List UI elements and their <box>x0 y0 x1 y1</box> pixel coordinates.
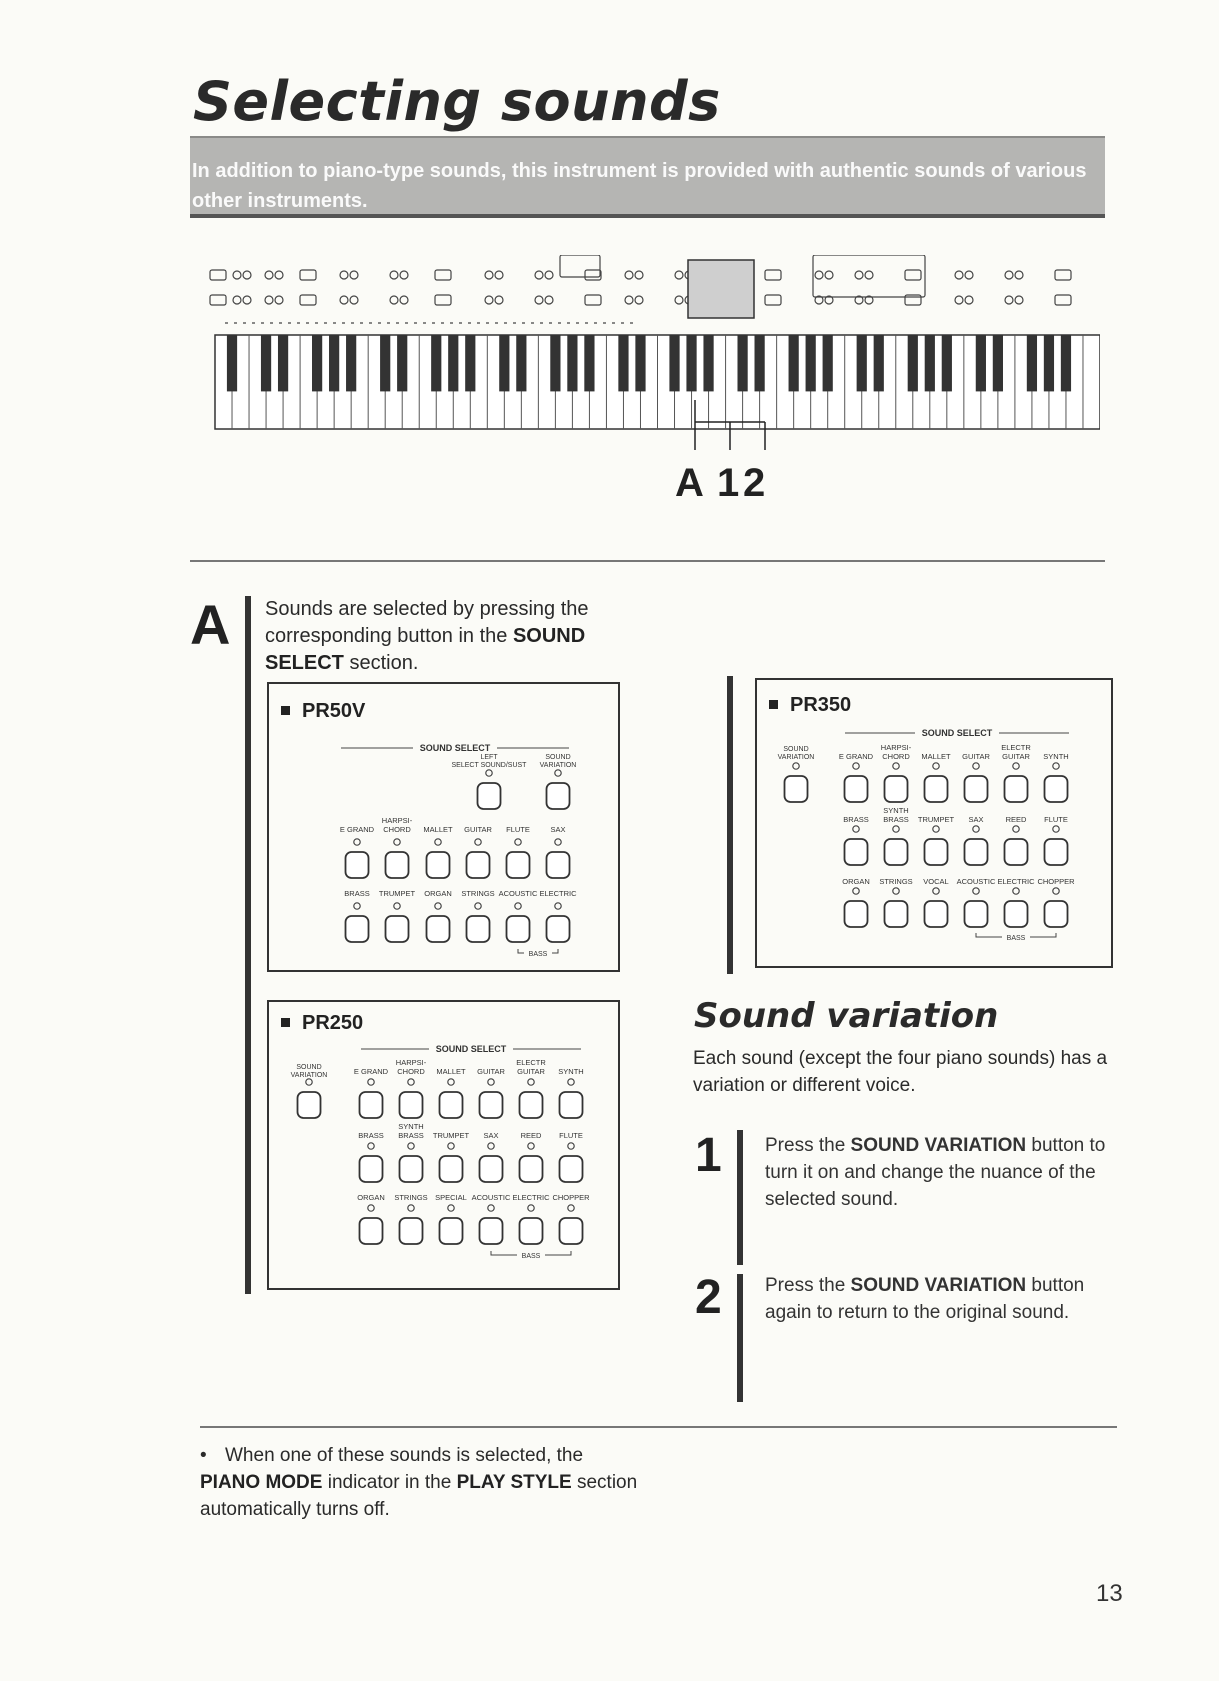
pr350-r2-2-indicator <box>933 826 939 832</box>
sound-select-header: SOUND SELECT <box>435 1044 507 1054</box>
pr350-r1-0-button[interactable] <box>845 776 868 802</box>
pr50v-panel <box>267 682 620 972</box>
pr350-sound-variation-label: VARIATION <box>777 754 815 761</box>
pr250-r1-1-indicator <box>408 1079 414 1085</box>
pr350-r1-1-label-top: HARPSI- <box>880 743 912 752</box>
pr250-r2-1-indicator <box>408 1143 414 1149</box>
pr250-r1-4-label-top: ELECTR <box>516 1058 546 1067</box>
pr250-sound-variation-indicator <box>306 1079 312 1085</box>
pr50v-r1-1-button[interactable] <box>386 852 409 878</box>
pr50v-r1-2-button[interactable] <box>427 852 450 878</box>
black-key <box>397 335 407 391</box>
pr350-r3-4-label: ELECTRIC <box>997 877 1035 886</box>
pr250-r3-1-label: STRINGS <box>394 1193 428 1202</box>
black-key <box>789 335 799 391</box>
black-key <box>278 335 288 391</box>
step-2-number: 2 <box>695 1271 722 1324</box>
pr350-r1-5-label: SYNTH <box>1043 752 1069 761</box>
black-key <box>499 335 509 391</box>
black-key <box>908 335 918 391</box>
bass-label: BASS <box>1006 935 1026 942</box>
bass-label: BASS <box>528 951 548 958</box>
pr350-sound-variation-button[interactable] <box>785 776 808 802</box>
pr50v-r1-1-indicator <box>394 839 400 845</box>
black-key <box>1044 335 1054 391</box>
black-key <box>380 335 390 391</box>
sound-variation-heading: Sound variation <box>694 996 999 1036</box>
bass-label: BASS <box>521 1253 541 1260</box>
pr250-r2-5-button[interactable] <box>560 1156 583 1182</box>
pr250-r1-0-label: E GRAND <box>353 1067 389 1076</box>
black-key <box>874 335 884 391</box>
pr350-r3-0-label: ORGAN <box>842 877 870 886</box>
black-key <box>1061 335 1071 391</box>
pr50v-r2-3-label: STRINGS <box>461 889 495 898</box>
black-key <box>993 335 1003 391</box>
black-key <box>312 335 322 391</box>
pr250-r2-1-button[interactable] <box>400 1156 423 1182</box>
pr350-r1-4-button[interactable] <box>1005 776 1028 802</box>
pr350-r2-4-button[interactable] <box>1005 839 1028 865</box>
pr350-r2-0-label: BRASS <box>843 815 869 824</box>
pr50v-r2-4-button[interactable] <box>507 916 530 942</box>
pr250-r2-3-indicator <box>488 1143 494 1149</box>
pr50v-r2-3-indicator <box>475 903 481 909</box>
pr50v-r1-1-label-top: HARPSI- <box>381 816 413 825</box>
pr350-buttons <box>757 680 1111 966</box>
pr50v-buttons <box>269 684 618 970</box>
pr350-r1-3-indicator <box>973 763 979 769</box>
pr350-r3-1-label: STRINGS <box>879 877 913 886</box>
sound-select-header: SOUND SELECT <box>921 728 993 738</box>
pr50v-r2-0-indicator <box>354 903 360 909</box>
pr350-r2-0-button[interactable] <box>845 839 868 865</box>
pr350-r3-3-indicator <box>973 888 979 894</box>
pr350-r1-1-indicator <box>893 763 899 769</box>
pr350-r3-2-button[interactable] <box>925 901 948 927</box>
pr250-r2-2-button[interactable] <box>440 1156 463 1182</box>
pr350-r2-5-indicator <box>1053 826 1059 832</box>
black-key <box>669 335 679 391</box>
pr250-r2-4-indicator <box>528 1143 534 1149</box>
pr250-r2-0-button[interactable] <box>360 1156 383 1182</box>
pr50v-r2-5-indicator <box>555 903 561 909</box>
divider <box>190 560 1105 562</box>
step-2-bar <box>737 1274 743 1402</box>
pr50v-left-select-indicator <box>486 770 492 776</box>
pr50v-r1-5-button[interactable] <box>547 852 570 878</box>
black-key <box>584 335 594 391</box>
pr350-r1-0-indicator <box>853 763 859 769</box>
pr50v-r1-3-label: GUITAR <box>464 825 492 834</box>
pr250-r1-4-label: GUITAR <box>517 1067 545 1076</box>
pr50v-r2-5-label: ELECTRIC <box>539 889 577 898</box>
pr50v-r1-0-label: E GRAND <box>339 825 375 834</box>
pr250-r3-3-label: ACOUSTIC <box>471 1193 511 1202</box>
pr250-r1-3-button[interactable] <box>480 1092 503 1118</box>
black-key <box>227 335 237 391</box>
pr250-r1-1-label-top: HARPSI- <box>395 1058 427 1067</box>
pr250-r1-0-button[interactable] <box>360 1092 383 1118</box>
black-key <box>516 335 526 391</box>
pr250-sound-variation-label-top: SOUND <box>296 1064 322 1071</box>
pr350-r2-0-indicator <box>853 826 859 832</box>
pr350-r3-2-label: VOCAL <box>923 877 949 886</box>
piano-keys <box>215 335 1100 429</box>
pr50v-r1-5-label: SAX <box>550 825 566 834</box>
pr350-r2-3-indicator <box>973 826 979 832</box>
pr350-r3-4-button[interactable] <box>1005 901 1028 927</box>
pr50v-r2-5-button[interactable] <box>547 916 570 942</box>
pr250-sound-variation-button[interactable] <box>298 1092 321 1118</box>
pr50v-sound-variation-label: VARIATION <box>539 762 577 769</box>
pr350-r2-1-label: BRASS <box>883 815 909 824</box>
pr350-r3-4-indicator <box>1013 888 1019 894</box>
black-key <box>1027 335 1037 391</box>
pr250-r2-2-label: TRUMPET <box>432 1131 470 1140</box>
pr250-r3-3-button[interactable] <box>480 1218 503 1244</box>
pr350-bar <box>727 676 733 974</box>
pr250-r2-3-button[interactable] <box>480 1156 503 1182</box>
black-key <box>448 335 458 391</box>
pr50v-sound-variation-indicator <box>555 770 561 776</box>
pr350-r3-5-indicator <box>1053 888 1059 894</box>
pr50v-r2-0-button[interactable] <box>346 916 369 942</box>
pr350-r2-3-button[interactable] <box>965 839 988 865</box>
pr350-r2-1-button[interactable] <box>885 839 908 865</box>
pr50v-r1-4-label: FLUTE <box>506 825 530 834</box>
pr350-r2-5-label: FLUTE <box>1044 815 1068 824</box>
pr250-r2-2-indicator <box>448 1143 454 1149</box>
section-a-bar <box>245 596 251 1294</box>
pr250-r3-5-label: CHOPPER <box>552 1193 590 1202</box>
pr50v-r2-1-indicator <box>394 903 400 909</box>
pr250-r2-5-indicator <box>568 1143 574 1149</box>
pr350-r2-5-button[interactable] <box>1045 839 1068 865</box>
pr250-r1-3-label: GUITAR <box>477 1067 505 1076</box>
pr250-r1-0-indicator <box>368 1079 374 1085</box>
pr350-panel <box>755 678 1113 968</box>
pr350-r3-2-indicator <box>933 888 939 894</box>
pr250-r3-5-button[interactable] <box>560 1218 583 1244</box>
pr350-r1-5-button[interactable] <box>1045 776 1068 802</box>
pr250-r1-5-button[interactable] <box>560 1092 583 1118</box>
step-1-text: Press the SOUND VARIATION button to turn it on and change the nuance of the selected sound. <box>765 1135 1106 1210</box>
black-key <box>857 335 867 391</box>
pr250-r1-4-indicator <box>528 1079 534 1085</box>
pr350-r3-0-button[interactable] <box>845 901 868 927</box>
pr350-r2-1-indicator <box>893 826 899 832</box>
pr250-buttons <box>269 1002 618 1288</box>
pr350-r2-4-indicator <box>1013 826 1019 832</box>
black-key <box>925 335 935 391</box>
pr250-r2-0-indicator <box>368 1143 374 1149</box>
black-key <box>431 335 441 391</box>
pr250-r3-2-label: SPECIAL <box>435 1193 467 1202</box>
pr250-r2-5-label: FLUTE <box>559 1131 583 1140</box>
pr50v-r2-2-label: ORGAN <box>424 889 452 898</box>
pr250-r2-0-label: BRASS <box>358 1131 384 1140</box>
pr250-r2-4-label: REED <box>520 1131 542 1140</box>
pr250-r2-1-label: BRASS <box>398 1131 424 1140</box>
pr350-r1-4-label: GUITAR <box>1002 752 1030 761</box>
pr350-r2-3-label: SAX <box>968 815 984 824</box>
pr250-r3-4-button[interactable] <box>520 1218 543 1244</box>
black-key <box>976 335 986 391</box>
step-1-bar <box>737 1130 743 1265</box>
pr250-r2-3-label: SAX <box>483 1131 499 1140</box>
black-key <box>942 335 952 391</box>
pr50v-r1-2-indicator <box>435 839 441 845</box>
black-key <box>261 335 271 391</box>
section-a-text: Sounds are selected by pressing the corresponding button in the SOUND SELECT section. <box>265 598 589 674</box>
pr350-sound-variation-label-top: SOUND <box>783 746 809 753</box>
black-key <box>755 335 765 391</box>
pr250-r1-4-button[interactable] <box>520 1092 543 1118</box>
pr50v-r1-3-indicator <box>475 839 481 845</box>
pr250-r3-1-indicator <box>408 1205 414 1211</box>
pr350-r1-0-label: E GRAND <box>838 752 874 761</box>
pr350-r1-2-label: MALLET <box>921 752 951 761</box>
intro-banner <box>190 136 1105 218</box>
pr350-r3-3-button[interactable] <box>965 901 988 927</box>
black-key <box>346 335 356 391</box>
pr250-r3-2-indicator <box>448 1205 454 1211</box>
callout-a: A <box>675 461 704 505</box>
pr250-r1-2-indicator <box>448 1079 454 1085</box>
step-2-text: Press the SOUND VARIATION button again to return to the original sound. <box>765 1275 1085 1323</box>
pr350-r3-3-label: ACOUSTIC <box>956 877 996 886</box>
pr50v-r2-4-indicator <box>515 903 521 909</box>
pr350-r2-2-button[interactable] <box>925 839 948 865</box>
black-key <box>550 335 560 391</box>
sound-select-header: SOUND SELECT <box>419 743 491 753</box>
pr50v-left-select-button[interactable] <box>478 783 501 809</box>
pr350-r1-2-indicator <box>933 763 939 769</box>
pr50v-sound-variation-label-top: SOUND <box>545 754 571 761</box>
pr250-r1-3-indicator <box>488 1079 494 1085</box>
pr350-r1-4-indicator <box>1013 763 1019 769</box>
black-key <box>806 335 816 391</box>
pr250-r1-2-label: MALLET <box>436 1067 466 1076</box>
left-select-label-top: LEFT <box>480 754 498 761</box>
pr50v-r1-2-label: MALLET <box>423 825 453 834</box>
pr350-r3-0-indicator <box>853 888 859 894</box>
pr50v-r1-3-button[interactable] <box>467 852 490 878</box>
pr350-sound-variation-indicator <box>793 763 799 769</box>
pr350-r1-2-button[interactable] <box>925 776 948 802</box>
black-key <box>618 335 628 391</box>
pr50v-r2-4-label: ACOUSTIC <box>498 889 538 898</box>
control-panel-drawing <box>210 255 1071 323</box>
black-key <box>737 335 747 391</box>
pr250-r3-4-indicator <box>528 1205 534 1211</box>
black-key <box>635 335 645 391</box>
left-select-label: SELECT SOUND/SUST <box>451 762 527 769</box>
page-title: Selecting sounds <box>193 70 721 133</box>
black-key <box>329 335 339 391</box>
pr250-r2-1-label-top: SYNTH <box>398 1122 424 1131</box>
pr250-r3-4-label: ELECTRIC <box>512 1193 550 1202</box>
pr350-r1-1-label: CHORD <box>882 752 910 761</box>
pr50v-r2-2-button[interactable] <box>427 916 450 942</box>
pr50v-r2-0-label: BRASS <box>344 889 370 898</box>
pr350-r2-1-label-top: SYNTH <box>883 806 909 815</box>
pr350-r3-1-button[interactable] <box>885 901 908 927</box>
pr250-r1-2-button[interactable] <box>440 1092 463 1118</box>
section-a-marker: A <box>190 593 231 656</box>
pr350-r1-3-label: GUITAR <box>962 752 990 761</box>
black-key <box>823 335 833 391</box>
intro-text: In addition to piano-type sounds, this instrument is provided with authentic sounds of various other instruments. <box>192 160 1087 212</box>
pr250-r1-1-button[interactable] <box>400 1092 423 1118</box>
bottom-divider <box>200 1426 1117 1428</box>
step-1-number: 1 <box>695 1129 722 1182</box>
pr250-r3-1-button[interactable] <box>400 1218 423 1244</box>
pr50v-r1-4-indicator <box>515 839 521 845</box>
sound-variation-description: Each sound (except the four piano sounds) has a variation or different voice. <box>693 1048 1108 1096</box>
pr350-r3-5-button[interactable] <box>1045 901 1068 927</box>
pr350-r1-1-button[interactable] <box>885 776 908 802</box>
pr250-r3-0-button[interactable] <box>360 1218 383 1244</box>
pr250-r3-2-button[interactable] <box>440 1218 463 1244</box>
pr350-title: PR350 <box>769 694 851 717</box>
page-number: 13 <box>1096 1580 1123 1607</box>
pr350-r3-1-indicator <box>893 888 899 894</box>
pr50v-r2-3-button[interactable] <box>467 916 490 942</box>
pr350-r1-5-indicator <box>1053 763 1059 769</box>
pr50v-title: PR50V <box>281 700 365 723</box>
pr50v-r2-1-label: TRUMPET <box>378 889 416 898</box>
black-key <box>567 335 577 391</box>
pr50v-r1-5-indicator <box>555 839 561 845</box>
pr350-r2-2-label: TRUMPET <box>917 815 955 824</box>
pr250-r3-5-indicator <box>568 1205 574 1211</box>
pr250-title: PR250 <box>281 1012 363 1035</box>
pr250-r3-3-indicator <box>488 1205 494 1211</box>
pr350-r2-4-label: REED <box>1005 815 1027 824</box>
pr250-r1-5-indicator <box>568 1079 574 1085</box>
black-key <box>703 335 713 391</box>
pr50v-sound-variation-button[interactable] <box>547 783 570 809</box>
pr350-r3-5-label: CHOPPER <box>1037 877 1075 886</box>
sound-select-highlight <box>688 260 754 318</box>
pr50v-r1-1-label: CHORD <box>383 825 411 834</box>
callout-2: 2 <box>743 461 766 505</box>
pr250-r3-0-label: ORGAN <box>357 1193 385 1202</box>
black-key <box>465 335 475 391</box>
pr50v-r1-4-button[interactable] <box>507 852 530 878</box>
callout-1: 1 <box>717 461 740 505</box>
black-key <box>686 335 696 391</box>
pr250-r3-0-indicator <box>368 1205 374 1211</box>
pr250-r1-5-label: SYNTH <box>558 1067 584 1076</box>
pr250-panel <box>267 1000 620 1290</box>
pr250-r2-4-button[interactable] <box>520 1156 543 1182</box>
keyboard-illustration <box>205 255 1100 565</box>
pr250-sound-variation-label: VARIATION <box>290 1072 328 1079</box>
pr250-r1-1-label: CHORD <box>397 1067 425 1076</box>
pr350-r1-3-button[interactable] <box>965 776 988 802</box>
pr50v-r2-1-button[interactable] <box>386 916 409 942</box>
pr350-r1-4-label-top: ELECTR <box>1001 743 1031 752</box>
pr50v-r1-0-button[interactable] <box>346 852 369 878</box>
note: • When one of these sounds is selected, the PIANO MODE indicator in the PLAY STYLE section automatically turns off. <box>200 1445 638 1520</box>
pr50v-r1-0-indicator <box>354 839 360 845</box>
pr50v-r2-2-indicator <box>435 903 441 909</box>
